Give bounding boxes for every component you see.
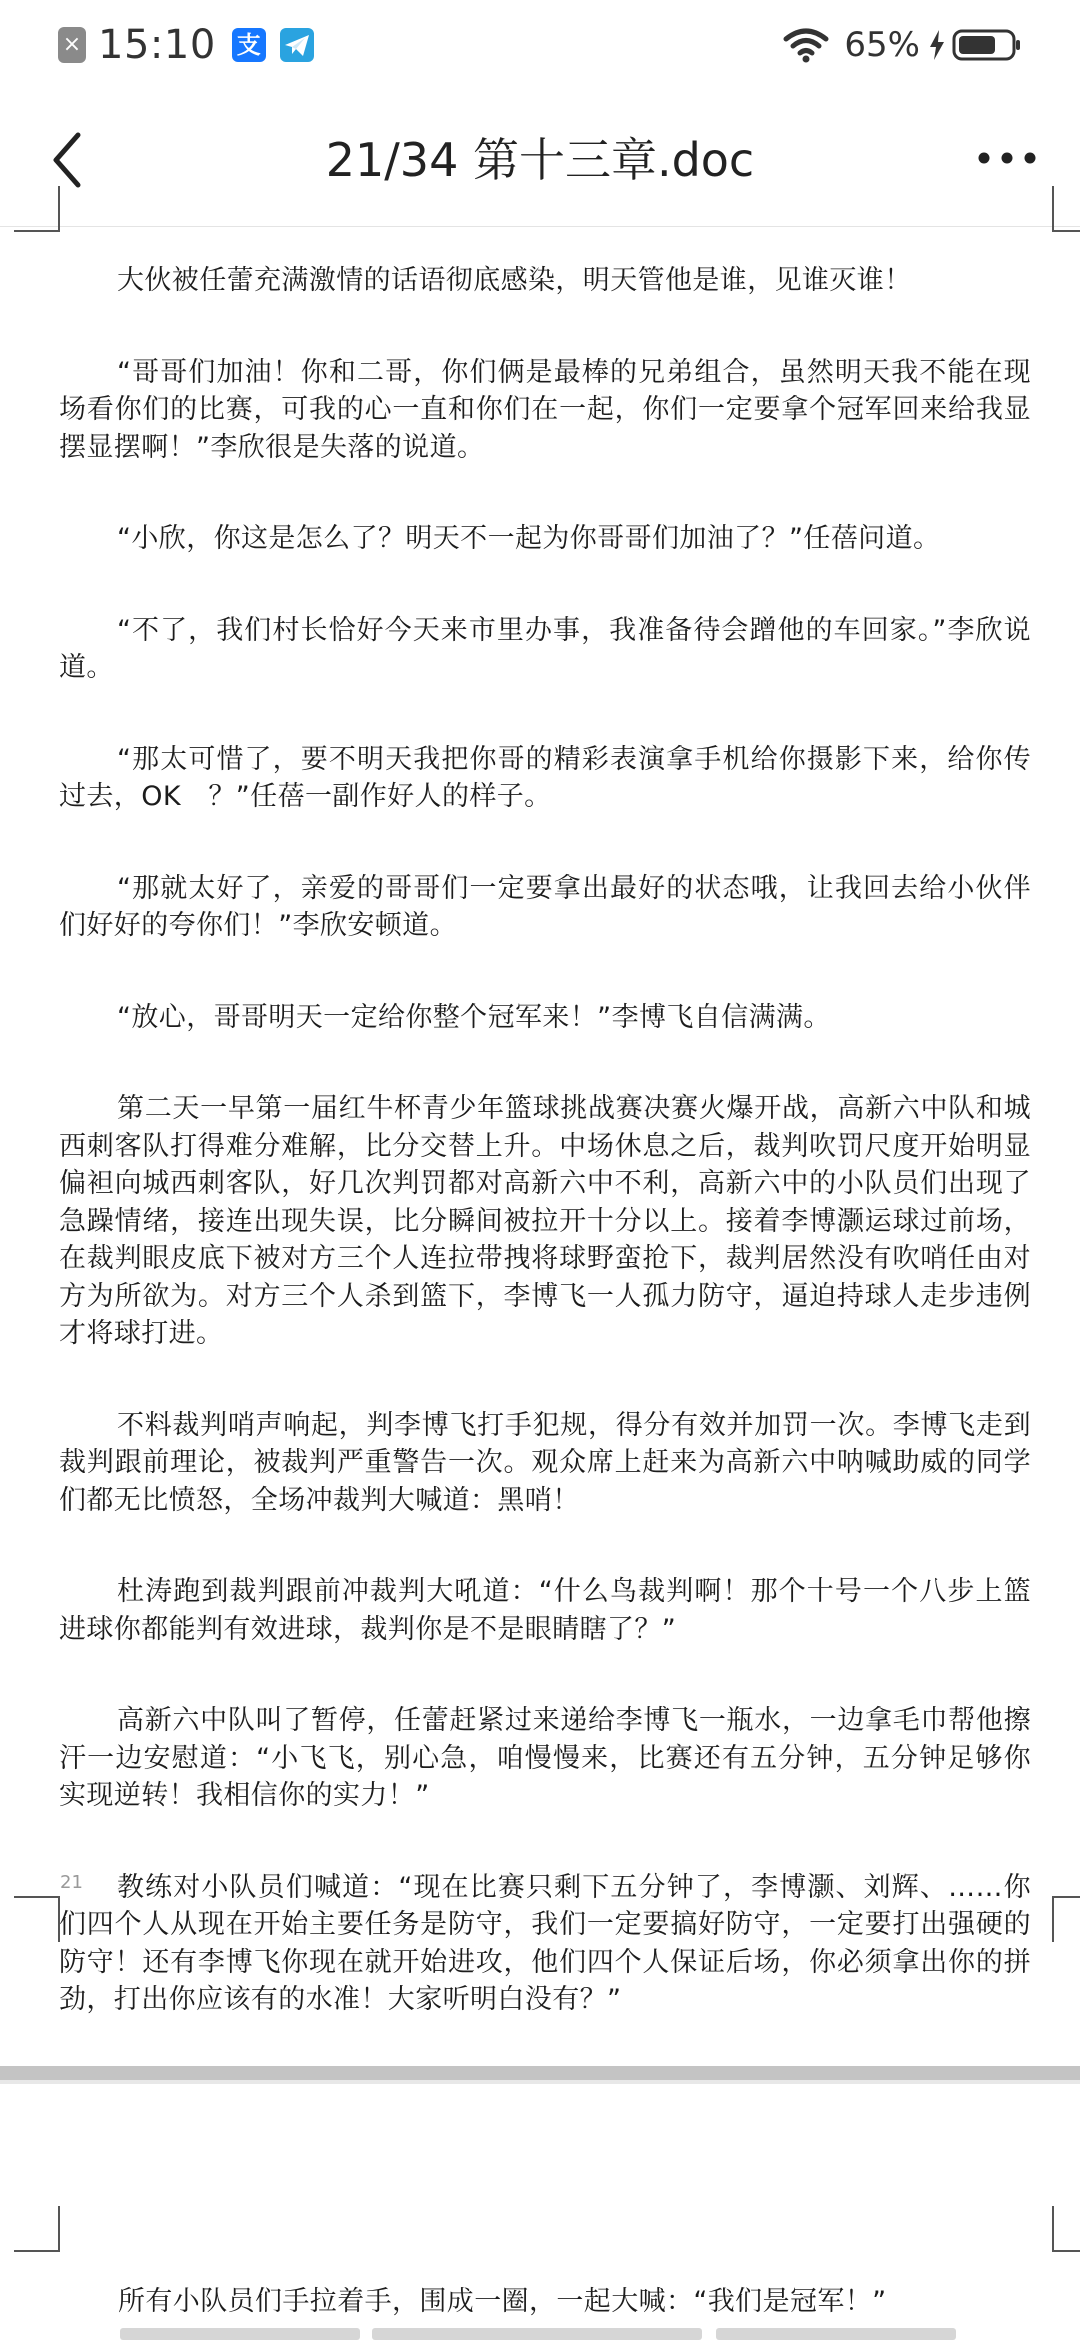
- paragraph: 大伙被任蕾充满激情的话语彻底感染，明天管他是谁，见谁灭谁！: [117, 265, 912, 296]
- crop-mark-top-right: [1052, 186, 1080, 232]
- back-arrow-icon[interactable]: [40, 125, 100, 195]
- battery-percent: 65%: [844, 25, 920, 65]
- paragraph: “那太可惜了，要不明天我把你哥的精彩表演拿手机给你摄影下来，给你传过去，OK ？”任蓓一副作好人的样子。: [59, 743, 1031, 812]
- status-bar-right: [782, 20, 1022, 70]
- page-separator: [0, 2066, 1080, 2080]
- paragraph: “小欣，你这是怎么了？明天不一起为你哥哥们加油了？”任蓓问道。: [117, 523, 941, 554]
- alipay-icon: 支: [232, 28, 266, 62]
- paragraph: 不料裁判哨声响起，判李博飞打手犯规，得分有效并加罚一次。李博飞走到裁判跟前理论，被裁判严重警告一次。观众席上赶来为高新六中呐喊助威的同学们都无比愤怒，全场冲裁判大喊道：黑哨！: [59, 1409, 1031, 1516]
- telegram-icon: [280, 28, 314, 62]
- bottom-scroll-hint: [0, 2328, 1080, 2340]
- paragraph: “不了，我们村长恰好今天来市里办事，我准备待会蹭他的车回家。”李欣说道。: [59, 614, 1031, 683]
- page-separator-shadow: [0, 2080, 1080, 2084]
- notification-close-icon: ×: [58, 27, 86, 63]
- next-page-paragraph: 所有小队员们手拉着手，围成一圈，一起大喊：“我们是冠军！”: [118, 2286, 887, 2317]
- paragraph: 杜涛跑到裁判跟前冲裁判大吼道：“什么鸟裁判啊！那个十号一个八步上篮进球你都能判有效进球，裁判你是不是眼睛瞎了？”: [59, 1576, 1031, 1645]
- document-title: 21/34 第十三章.doc: [325, 133, 755, 187]
- document-page[interactable]: [59, 262, 1031, 2073]
- crop-mark-bottom-right: [1052, 1896, 1080, 1942]
- crop-mark-top-left: [14, 2206, 60, 2252]
- crop-mark-top-right: [1052, 2206, 1080, 2252]
- nav-bar: [0, 95, 1080, 225]
- paragraph: 第二天一早第一届红牛杯青少年篮球挑战赛决赛火爆开战，高新六中队和城西刺客队打得难分难解，比分交替上升。中场休息之后，裁判吹罚尺度开始明显偏袒向城西刺客队，好几次判罚都对高新六中不利，高新六中的小队员们出现了急躁情绪，接连出现失误，比分瞬间被拉开十分以上。接着李博灏运球过前场，在裁判眼皮底下被对方三个人连拉带拽将球野蛮抢下，裁判居然没有吹哨任由对方为所欲为。对方三个人杀到篮下，李博飞一人孤力防守，逼迫持球人走步违例才将球打进。: [59, 1093, 1031, 1349]
- paragraph: “那就太好了，亲爱的哥哥们一定要拿出最好的状态哦，让我回去给小伙伴们好好的夸你们！”李欣安顿道。: [59, 872, 1031, 941]
- status-time: 15:10: [98, 22, 216, 68]
- paragraph: 高新六中队叫了暂停，任蕾赶紧过来递给李博飞一瓶水，一边拿毛巾帮他擦汗一边安慰道：“小飞飞，别心急，咱慢慢来，比赛还有五分钟，五分钟足够你实现逆转！我相信你的实力！”: [59, 1705, 1031, 1811]
- bottom-hint-segment: [716, 2328, 956, 2340]
- crop-mark-bottom-left: [14, 1896, 60, 1942]
- page-number: 21: [60, 1872, 83, 1893]
- paragraph: “哥哥们加油！你和二哥，你们俩是最棒的兄弟组合，虽然明天我不能在现场看你们的比赛，可我的心一直和你们在一起，你们一定要拿个冠军回来给我显摆显摆啊！”李欣很是失落的说道。: [59, 356, 1031, 463]
- status-bar-left: [58, 20, 314, 70]
- crop-mark-top-left: [14, 186, 60, 232]
- battery-icon: [952, 29, 1022, 61]
- nav-divider: [0, 226, 1080, 227]
- more-options-icon[interactable]: [972, 133, 1042, 183]
- status-bar: [0, 0, 1080, 90]
- paragraph: 教练对小队员们喊道：“现在比赛只剩下五分钟了，李博灏、刘辉、……你们四个人从现在开始主要任务是防守，我们一定要搞好防守，一定要打出强硬的防守！还有李博飞你现在就开始进攻，他们四个人保证后场，你必须拿出你的拼劲，打出你应该有的水准！大家听明白没有？”: [59, 1871, 1031, 2015]
- bottom-hint-segment: [120, 2328, 360, 2340]
- charging-icon: [928, 30, 946, 60]
- paragraph: “放心，哥哥明天一定给你整个冠军来！”李博飞自信满满。: [117, 1001, 831, 1033]
- bottom-hint-segment: [372, 2328, 702, 2340]
- wifi-icon: [782, 27, 830, 63]
